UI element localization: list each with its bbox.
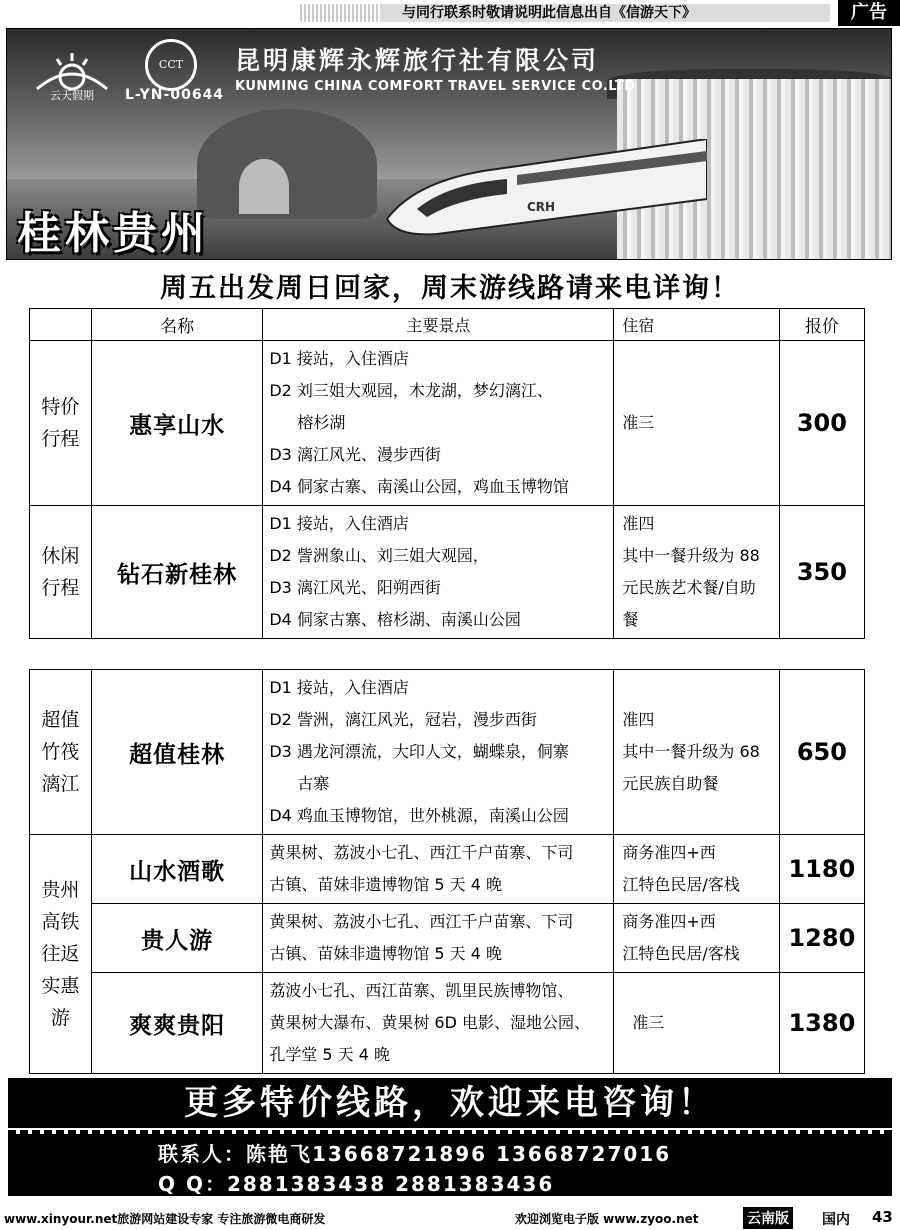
route-name: 惠享山水 (91, 341, 262, 506)
route-spots (263, 670, 614, 835)
hotel-line: 江特色民居/客栈 (622, 875, 740, 894)
category-line: 行程 (41, 428, 80, 450)
route-spots (263, 506, 614, 639)
category-line: 休闲 (41, 545, 80, 567)
route-category (30, 835, 92, 1074)
table-row (30, 835, 865, 904)
route-spots (263, 904, 614, 973)
ad-tag: 广告 (838, 0, 900, 26)
spot-line: D3 漓江风光、阳朔西街 (269, 578, 441, 597)
route-price: 1280 (779, 904, 864, 973)
hotel-line: 其中一餐升级为 88 (622, 546, 760, 565)
header-category (30, 309, 92, 341)
category-line: 往返 (41, 943, 80, 965)
hotel-line: 江特色民居/客栈 (622, 944, 740, 963)
route-spots (263, 341, 614, 506)
table-header-row (30, 309, 865, 341)
company-name-en: KUNMING CHINA COMFORT TRAVEL SERVICE CO.LTD (235, 79, 636, 94)
hotel-line: 元民族自助餐 (622, 774, 719, 793)
spot-line: D1 接站，入住酒店 (269, 349, 409, 368)
route-price: 350 (779, 506, 864, 639)
spot-line: 古寨 (297, 774, 330, 793)
top-strip (0, 0, 900, 26)
slogan: 周五出发周日回家，周末游线路请来电详询！ (160, 273, 740, 304)
hotel-line: 元民族艺术餐/自助 (622, 578, 756, 597)
destination-title: 桂林贵州 (17, 208, 209, 259)
route-name: 贵人游 (91, 904, 262, 973)
footer-left-text: www.xinyour.net旅游网站建设专家 专注旅游微电商研发 (4, 1212, 326, 1226)
hotel-line: 商务准四+西 (622, 843, 716, 862)
route-hotel (614, 973, 779, 1074)
hotel-line: 商务准四+西 (622, 912, 716, 931)
spot-line: D2 訾洲象山、刘三姐大观园， (269, 546, 489, 565)
spot-line: D2 刘三姐大观园，木龙湖，梦幻漓江、 (269, 381, 553, 400)
route-name: 超值桂林 (91, 670, 262, 835)
spot-line: D4 侗家古寨、南溪山公园，鸡血玉博物馆 (269, 477, 569, 496)
category-line: 实惠 (41, 975, 80, 997)
contact-phone: 联系人：陈艳飞13668721896 13668727016 (158, 1142, 672, 1166)
category-line: 特价 (41, 396, 80, 418)
table-row (30, 904, 865, 973)
header-spots: 主要景点 (263, 309, 614, 341)
route-hotel (614, 670, 779, 835)
route-spots (263, 973, 614, 1074)
category-line: 漓江 (41, 773, 80, 795)
spot-line: D3 遇龙河漂流，大印人文，蝴蝶泉，侗寨 (269, 742, 569, 761)
license-number: L-YN-00644 (125, 87, 225, 103)
route-price: 650 (779, 670, 864, 835)
route-spots (263, 835, 614, 904)
spot-line: 黄果树大瀑布、黄果树 6D 电影、湿地公园、 (269, 1013, 591, 1032)
route-price: 1380 (779, 973, 864, 1074)
route-name: 山水酒歌 (91, 835, 262, 904)
footer-mid-text: 欢迎浏览电子版 www.zyoo.net (515, 1212, 699, 1226)
route-category (30, 506, 92, 639)
spot-line: 孔学堂 5 天 4 晚 (269, 1045, 391, 1064)
category-line: 游 (50, 1007, 70, 1029)
hill-arch-image (239, 159, 289, 214)
contact-qq: Q Q：2881383438 2881383436 (158, 1172, 555, 1196)
category-line: 超值 (41, 709, 80, 731)
footer (0, 1204, 900, 1230)
spot-line: D2 訾洲，漓江风光，冠岩，漫步西街 (269, 710, 537, 729)
route-name: 爽爽贵阳 (91, 973, 262, 1074)
route-category (30, 341, 92, 506)
spot-line: D1 接站，入住酒店 (269, 514, 409, 533)
hotel-line: 准三 (622, 413, 655, 432)
hotel-line: 餐 (622, 610, 639, 629)
route-hotel (614, 904, 779, 973)
logo-text: 云天假期 (50, 89, 94, 102)
table-row (30, 670, 865, 835)
cct-logo-icon: CCT (145, 39, 197, 91)
table-row (30, 973, 865, 1074)
route-hotel (614, 506, 779, 639)
spot-line: 荔波小七孔、西江苗寨、凯里民族博物馆、 (269, 981, 574, 1000)
page-number: 43 (872, 1208, 893, 1226)
route-hotel (614, 835, 779, 904)
category-line: 贵州 (41, 879, 80, 901)
spot-line: 黄果树、荔波小七孔、西江千户苗寨、下司 (269, 843, 574, 862)
category-line: 行程 (41, 577, 80, 599)
hotel-line: 准四 (622, 514, 655, 533)
routes-table-guilin-weekend (29, 308, 865, 639)
contact-block (8, 1134, 892, 1196)
route-category (30, 670, 92, 835)
spot-line: D3 漓江风光、漫步西街 (269, 445, 441, 464)
spot-line: D1 接站，入住酒店 (269, 678, 409, 697)
routes-table-guilin-guizhou (29, 669, 865, 1074)
header-name: 名称 (91, 309, 262, 341)
spot-line: D4 侗家古寨、榕杉湖、南溪山公园 (269, 610, 521, 629)
hotel-line: 其中一餐升级为 68 (622, 742, 760, 761)
region-badge: 云南版 (743, 1207, 793, 1229)
hotel-line: 准四 (622, 710, 655, 729)
train-label: CRH (527, 200, 556, 214)
spot-line: 古镇、苗妹非遗博物馆 5 天 4 晚 (269, 875, 503, 894)
company-name-cn: 昆明康辉永辉旅行社有限公司 (235, 46, 600, 75)
banner (6, 28, 892, 260)
spot-line: 榕杉湖 (297, 413, 346, 432)
route-name: 钻石新桂林 (91, 506, 262, 639)
category-line: 高铁 (41, 911, 80, 933)
spot-line: 古镇、苗妹非遗博物馆 5 天 4 晚 (269, 944, 503, 963)
route-price: 1180 (779, 835, 864, 904)
table-row (30, 341, 865, 506)
hotel-line: 准三 (632, 1013, 665, 1032)
route-hotel (614, 341, 779, 506)
spot-line: D4 鸡血玉博物馆，世外桃源，南溪山公园 (269, 806, 569, 825)
category-line: 竹筏 (41, 741, 80, 763)
spot-line: 黄果树、荔波小七孔、西江千户苗寨、下司 (269, 912, 574, 931)
table-row (30, 506, 865, 639)
gradient-decoration (300, 4, 380, 22)
section-label: 国内 (822, 1212, 850, 1228)
source-notice: 与同行联系时敬请说明此信息出自《信游天下》 (380, 4, 830, 22)
header-price: 报价 (779, 309, 864, 341)
route-price: 300 (779, 341, 864, 506)
more-routes-banner: 更多特价线路，欢迎来电咨询！ (8, 1078, 892, 1128)
high-speed-train-image (377, 139, 707, 239)
header-hotel: 住宿 (614, 309, 779, 341)
